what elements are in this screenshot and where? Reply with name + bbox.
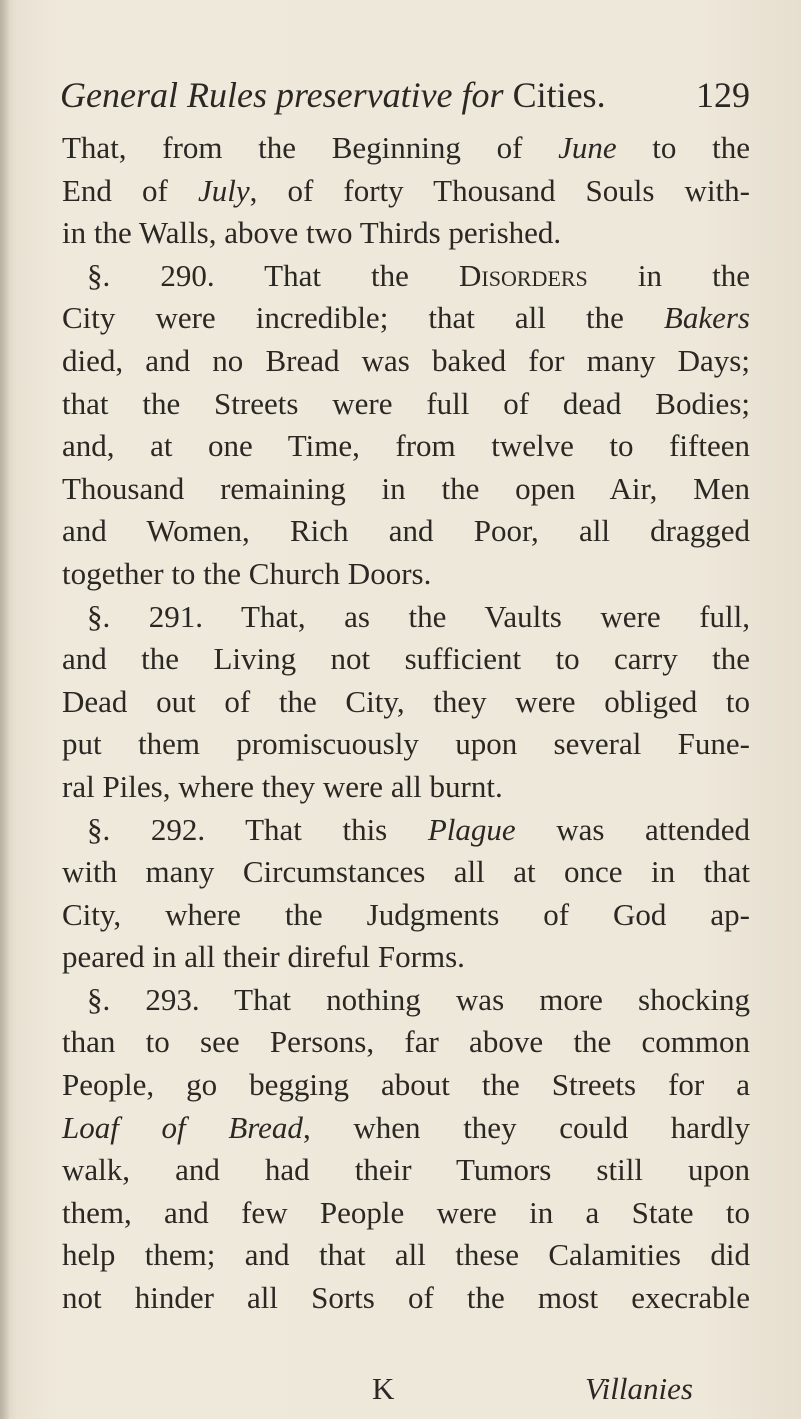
- catchword: Villanies: [585, 1371, 693, 1406]
- line-text: that the Streets were full of dead Bodies;: [62, 385, 750, 421]
- line-text: and, at one Time, from twelve to fifteen: [62, 428, 750, 464]
- text-line: [62, 468, 750, 511]
- line-text: in the Walls, above two Thirds perished.: [62, 215, 562, 251]
- text-line: [62, 1234, 750, 1277]
- line-text: §. 293. That nothing was more shocking: [87, 981, 750, 1017]
- small-caps-word: Disorders: [459, 257, 588, 293]
- line-text: That, from the Beginning of June to the: [62, 130, 750, 165]
- line-text: §. 290. That the Disorders in the: [87, 257, 750, 293]
- italic-word: Plague: [427, 811, 516, 847]
- signature-mark: K: [372, 1371, 395, 1406]
- line-text: Loaf of Bread, when they could hardly: [62, 1109, 750, 1145]
- text-line: [62, 809, 750, 852]
- text-line: [62, 170, 750, 213]
- text-line: [62, 297, 750, 340]
- italic-word: Bakers: [663, 300, 750, 336]
- text-line: [62, 1107, 750, 1150]
- text-line: [62, 425, 750, 468]
- text-line: [62, 340, 750, 383]
- page-footer: [0, 1368, 801, 1410]
- text-line: [62, 723, 750, 766]
- text-line: [62, 212, 750, 255]
- line-text: help them; and that all these Calamities did: [62, 1237, 750, 1273]
- text-line: [62, 1192, 750, 1235]
- text-line: [62, 127, 750, 170]
- text-line: [62, 510, 750, 553]
- running-title-italic: General Rules preservative for: [60, 75, 504, 115]
- text-line: [62, 596, 750, 639]
- line-text: them, and few People were in a State to: [62, 1194, 750, 1230]
- line-text: §. 291. That, as the Vaults were full,: [87, 598, 750, 634]
- text-line: [62, 553, 750, 596]
- page-number: 129: [696, 75, 750, 115]
- text-line: [62, 979, 750, 1022]
- line-text: §. 292. That this Plague was attended: [87, 811, 750, 847]
- line-text: than to see Persons, far above the common: [62, 1024, 750, 1060]
- line-text: and Women, Rich and Poor, all dragged: [62, 513, 750, 549]
- line-text: and the Living not sufficient to carry the: [62, 641, 750, 677]
- line-text: Dead out of the City, they were obliged to: [62, 683, 750, 719]
- line-text: ral Piles, where they were all burnt.: [62, 768, 503, 804]
- body-text: [62, 127, 750, 1320]
- text-line: [62, 851, 750, 894]
- line-text: City, where the Judgments of God ap-: [62, 896, 750, 932]
- line-text: with many Circumstances all at once in that: [62, 854, 750, 890]
- line-text: walk, and had their Tumors still upon: [62, 1152, 750, 1188]
- line-text: peared in all their direful Forms.: [62, 939, 465, 975]
- italic-word: July: [197, 172, 250, 208]
- text-line: [62, 1064, 750, 1107]
- line-text: People, go begging about the Streets for a: [62, 1067, 750, 1103]
- line-text: put them promiscuously upon several Fune-: [62, 726, 750, 762]
- text-line: [62, 681, 750, 724]
- text-line: [62, 1149, 750, 1192]
- text-line: [62, 383, 750, 426]
- italic-word: Loaf of Bread: [62, 1109, 303, 1145]
- text-line: [62, 936, 750, 979]
- text-line: [62, 1277, 750, 1320]
- running-title: [60, 70, 606, 120]
- page-header: [60, 70, 750, 120]
- line-text: End of July, of forty Thousand Souls with-: [62, 172, 750, 208]
- gutter-shadow: [0, 0, 10, 1419]
- line-text: died, and no Bread was baked for many Days;: [62, 342, 750, 378]
- line-text: Thousand remaining in the open Air, Men: [62, 470, 750, 506]
- italic-word: June: [558, 130, 617, 165]
- text-line: [62, 894, 750, 937]
- line-text: City were incredible; that all the Bakers: [62, 300, 750, 336]
- text-line: [62, 255, 750, 298]
- text-line: [62, 766, 750, 809]
- text-line: [62, 1021, 750, 1064]
- line-text: not hinder all Sorts of the most execrable: [62, 1280, 750, 1316]
- running-title-roman: Cities.: [512, 75, 606, 115]
- line-text: together to the Church Doors.: [62, 555, 432, 591]
- text-line: [62, 638, 750, 681]
